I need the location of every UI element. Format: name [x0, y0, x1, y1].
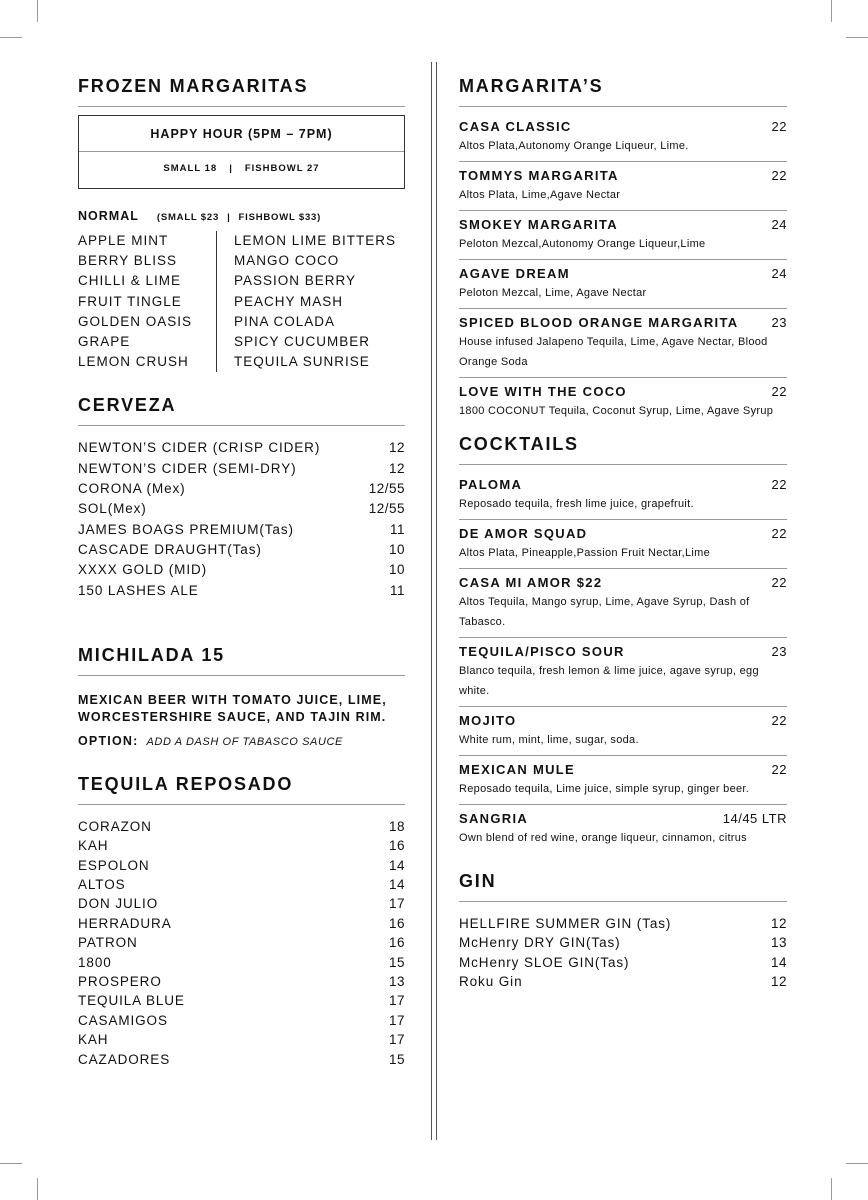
item-name: TEQUILA BLUE	[78, 993, 185, 1009]
drink-price: 22	[771, 713, 787, 728]
drink-description: White rum, mint, lime, sugar, soda.	[459, 734, 639, 746]
right-column	[459, 76, 787, 992]
separator: |	[229, 163, 233, 174]
tequila-item	[78, 1011, 405, 1030]
drink-description: Blanco tequila, fresh lemon & lime juice, agave syrup, egg white.	[459, 665, 759, 697]
item-price: 12	[770, 974, 787, 990]
drink-name: CASA MI AMOR $22	[459, 575, 603, 590]
tequila-item	[78, 972, 405, 991]
item-name: DON JULIO	[78, 896, 159, 912]
happy-hour-fishbowl-price: FISHBOWL 27	[244, 163, 320, 174]
item-price: 11	[389, 521, 405, 537]
happy-hour-title: HAPPY HOUR (5PM – 7PM)	[79, 116, 404, 152]
normal-pricing	[78, 207, 405, 225]
cerveza-section	[78, 395, 405, 600]
beer-item	[78, 520, 405, 540]
drink-header	[459, 644, 787, 659]
drink-name: MOJITO	[459, 713, 517, 728]
option-text: ADD A DASH OF TABASCO SAUCE	[146, 735, 343, 748]
flavour-item: GOLDEN OASIS	[78, 313, 193, 329]
option-label: OPTION:	[78, 733, 139, 748]
gin-section	[459, 871, 787, 992]
left-column	[78, 76, 405, 1069]
item-name: HERRADURA	[78, 915, 172, 931]
drink-name: SPICED BLOOD ORANGE MARGARITA	[459, 315, 739, 330]
item-name: ESPOLON	[78, 857, 150, 873]
drink-name: PALOMA	[459, 477, 523, 492]
drink-name: MEXICAN MULE	[459, 762, 575, 777]
item-price: 10	[388, 562, 405, 578]
drink-header	[459, 384, 787, 399]
flavour-item: GRAPE	[78, 334, 131, 350]
item-price: 17	[388, 896, 405, 912]
cerveza-list	[78, 438, 405, 600]
cocktails-section	[459, 434, 787, 853]
item-name: ALTOS	[78, 877, 126, 893]
item-name: CORAZON	[78, 818, 152, 834]
item-name: CAZADORES	[78, 1051, 171, 1067]
flavour-item: SPICY CUCUMBER	[234, 334, 371, 350]
drink-description: Altos Tequila, Mango syrup, Lime, Agave Syrup, Dash of Tabasco.	[459, 596, 750, 628]
crop-mark	[831, 0, 832, 22]
drink-header	[459, 119, 787, 134]
crop-mark	[0, 1163, 22, 1164]
item-name: 1800	[78, 954, 112, 970]
item-name: SOL(Mex)	[78, 501, 147, 517]
column-divider	[436, 62, 437, 1140]
drink-item	[459, 113, 787, 162]
item-name: PATRON	[78, 935, 138, 951]
item-name: McHenry SLOE GIN(Tas)	[459, 954, 630, 970]
item-price: 12	[770, 916, 787, 931]
flavour-item: TEQUILA SUNRISE	[234, 354, 370, 370]
item-name: CORONA (Mex)	[78, 481, 186, 497]
gin-item	[459, 914, 787, 933]
tequila-item	[78, 836, 405, 855]
drink-header	[459, 713, 787, 728]
tequila-reposado-section	[78, 774, 405, 1069]
drink-description: Reposado tequila, Lime juice, simple syrup, ginger beer.	[459, 783, 750, 795]
drink-description: Altos Plata, Pineapple,Passion Fruit Nectar,Lime	[459, 547, 711, 559]
normal-fishbowl-price: FISHBOWL $33)	[238, 212, 322, 223]
beer-item	[78, 479, 405, 499]
drink-item	[459, 805, 787, 853]
crop-mark	[37, 1178, 38, 1200]
crop-mark	[0, 37, 22, 38]
flavour-item: PEACHY MASH	[234, 293, 344, 309]
margarita-list	[459, 113, 787, 426]
drink-name: TEQUILA/PISCO SOUR	[459, 644, 625, 659]
item-name: 150 LASHES ALE	[78, 582, 199, 598]
item-name: CASCADE DRAUGHT(Tas)	[78, 541, 262, 557]
flavour-item: MANGO COCO	[234, 253, 340, 269]
drink-header	[459, 762, 787, 777]
drink-item	[459, 162, 787, 211]
drink-item	[459, 707, 787, 756]
item-price: 16	[388, 935, 405, 951]
item-price: 10	[388, 541, 405, 557]
margaritas-section	[459, 76, 787, 426]
drink-price: 22	[771, 526, 787, 541]
item-price: 12	[388, 440, 405, 456]
happy-hour-small-price: SMALL 18	[163, 163, 218, 174]
section-title: CERVEZA	[78, 395, 405, 426]
item-name: CASAMIGOS	[78, 1012, 168, 1028]
beer-item	[78, 459, 405, 479]
drink-price: 22	[771, 477, 787, 492]
drink-price: 22	[771, 119, 787, 134]
flavour-column-right	[216, 231, 396, 372]
item-name: PROSPERO	[78, 974, 162, 990]
item-price: 13	[770, 935, 787, 951]
drink-name: LOVE WITH THE COCO	[459, 384, 627, 399]
tequila-item	[78, 1030, 405, 1049]
item-price: 15	[388, 1051, 405, 1067]
item-name: NEWTON’S CIDER (CRISP CIDER)	[78, 440, 321, 456]
gin-list	[459, 914, 787, 992]
item-price: 14	[388, 877, 405, 893]
section-title: COCKTAILS	[459, 434, 787, 465]
item-price: 12/55	[368, 501, 405, 517]
crop-mark	[846, 1163, 868, 1164]
happy-hour-prices	[79, 152, 404, 188]
drink-description: Altos Plata,Autonomy Orange Liqueur, Lime.	[459, 140, 689, 152]
drink-price: 23	[771, 315, 787, 330]
beer-item	[78, 438, 405, 458]
drink-name: SANGRIA	[459, 811, 529, 826]
drink-header	[459, 811, 787, 826]
flavour-column-left	[78, 231, 216, 372]
drink-item	[459, 638, 787, 707]
flavour-item: PINA COLADA	[234, 313, 336, 329]
tequila-item	[78, 817, 405, 836]
flavour-item: BERRY BLISS	[78, 253, 178, 269]
drink-header	[459, 217, 787, 232]
drink-header	[459, 526, 787, 541]
section-title: MICHILADA 15	[78, 645, 405, 676]
item-price: 17	[388, 1032, 405, 1048]
item-price: 11	[389, 582, 405, 598]
drink-header	[459, 575, 787, 590]
beer-item	[78, 499, 405, 519]
crop-mark	[846, 37, 868, 38]
gin-item	[459, 933, 787, 952]
flavour-item: APPLE MINT	[78, 233, 169, 248]
normal-label: NORMAL	[78, 209, 139, 223]
flavour-list	[78, 231, 405, 372]
beer-item	[78, 581, 405, 601]
drink-header	[459, 266, 787, 281]
drink-description: Reposado tequila, fresh lime juice, grapefruit.	[459, 498, 694, 510]
item-name: NEWTON’S CIDER (SEMI-DRY)	[78, 460, 297, 476]
drink-header	[459, 477, 787, 492]
drink-description: Own blend of red wine, orange liqueur, cinnamon, citrus	[459, 832, 747, 844]
drink-price: 22	[771, 575, 787, 590]
drink-name: TOMMYS MARGARITA	[459, 168, 619, 183]
drink-description: Peloton Mezcal, Lime, Agave Nectar	[459, 287, 647, 299]
item-price: 14	[388, 857, 405, 873]
tequila-item	[78, 1050, 405, 1069]
michilada-description: MEXICAN BEER WITH TOMATO JUICE, LIME, WORCESTERSHIRE SAUCE, AND TAJIN RIM.	[78, 692, 387, 724]
drink-item	[459, 211, 787, 260]
item-price: 12/55	[368, 481, 405, 497]
column-divider	[431, 62, 432, 1140]
tequila-item	[78, 894, 405, 913]
gin-item	[459, 953, 787, 972]
flavour-item: PASSION BERRY	[234, 273, 357, 289]
drink-item	[459, 309, 787, 378]
normal-sizes	[157, 212, 321, 223]
item-name: Roku Gin	[459, 974, 523, 990]
beer-item	[78, 540, 405, 560]
michilada-option	[78, 734, 405, 748]
frozen-margaritas-section	[78, 76, 405, 372]
flavour-item: LEMON LIME BITTERS	[234, 233, 397, 248]
separator: |	[227, 212, 231, 223]
item-name: XXXX GOLD (MID)	[78, 562, 208, 578]
drink-price: 23	[771, 644, 787, 659]
drink-item	[459, 471, 787, 520]
section-title: MARGARITA’S	[459, 76, 787, 107]
item-name: KAH	[78, 1032, 109, 1048]
item-price: 15	[388, 954, 405, 970]
drink-item	[459, 756, 787, 805]
item-price: 17	[388, 993, 405, 1009]
crop-mark	[831, 1178, 832, 1200]
tequila-item	[78, 991, 405, 1010]
item-price: 16	[388, 838, 405, 854]
tequila-item	[78, 933, 405, 952]
beer-item	[78, 560, 405, 580]
item-price: 14	[770, 954, 787, 970]
item-price: 13	[388, 974, 405, 990]
item-name: KAH	[78, 838, 109, 854]
drink-header	[459, 168, 787, 183]
drink-description: 1800 COCONUT Tequila, Coconut Syrup, Lime, Agave Syrup	[459, 405, 774, 417]
item-price: 12	[388, 460, 405, 476]
item-price: 17	[388, 1012, 405, 1028]
gin-item	[459, 972, 787, 991]
drink-price: 24	[771, 266, 787, 281]
drink-name: DE AMOR SQUAD	[459, 526, 588, 541]
drink-price: 22	[771, 384, 787, 399]
flavour-item: CHILLI & LIME	[78, 273, 182, 289]
drink-name: SMOKEY MARGARITA	[459, 217, 618, 232]
michilada-section	[78, 645, 405, 748]
section-title: GIN	[459, 871, 787, 902]
drink-price: 22	[771, 168, 787, 183]
tequila-item	[78, 914, 405, 933]
drink-description: Peloton Mezcal,Autonomy Orange Liqueur,Lime	[459, 238, 706, 250]
item-price: 16	[388, 915, 405, 931]
drink-description: Altos Plata, Lime,Agave Nectar	[459, 189, 621, 201]
drink-name: AGAVE DREAM	[459, 266, 570, 281]
drink-item	[459, 520, 787, 569]
drink-price: 14/45 LTR	[722, 811, 787, 826]
drink-item	[459, 569, 787, 638]
normal-small-price: (SMALL $23	[156, 212, 220, 223]
item-name: McHenry DRY GIN(Tas)	[459, 935, 621, 951]
tequila-item	[78, 856, 405, 875]
section-title: FROZEN MARGARITAS	[78, 76, 405, 107]
drink-description: House infused Jalapeno Tequila, Lime, Agave Nectar, Blood Orange Soda	[459, 336, 768, 368]
item-price: 18	[388, 818, 405, 834]
reposado-list	[78, 817, 405, 1069]
section-title: TEQUILA REPOSADO	[78, 774, 405, 805]
item-name: JAMES BOAGS PREMIUM(Tas)	[78, 521, 294, 537]
drink-header	[459, 315, 787, 330]
drink-price: 22	[771, 762, 787, 777]
happy-hour-box	[78, 115, 405, 189]
tequila-item	[78, 953, 405, 972]
crop-mark	[37, 0, 38, 22]
tequila-item	[78, 875, 405, 894]
drink-item	[459, 260, 787, 309]
flavour-item: LEMON CRUSH	[78, 354, 189, 370]
drink-item	[459, 378, 787, 426]
flavour-item: FRUIT TINGLE	[78, 293, 182, 309]
drink-name: CASA CLASSIC	[459, 119, 572, 134]
item-name: HELLFIRE SUMMER GIN (Tas)	[459, 916, 672, 931]
cocktail-list	[459, 471, 787, 853]
drink-price: 24	[771, 217, 787, 232]
